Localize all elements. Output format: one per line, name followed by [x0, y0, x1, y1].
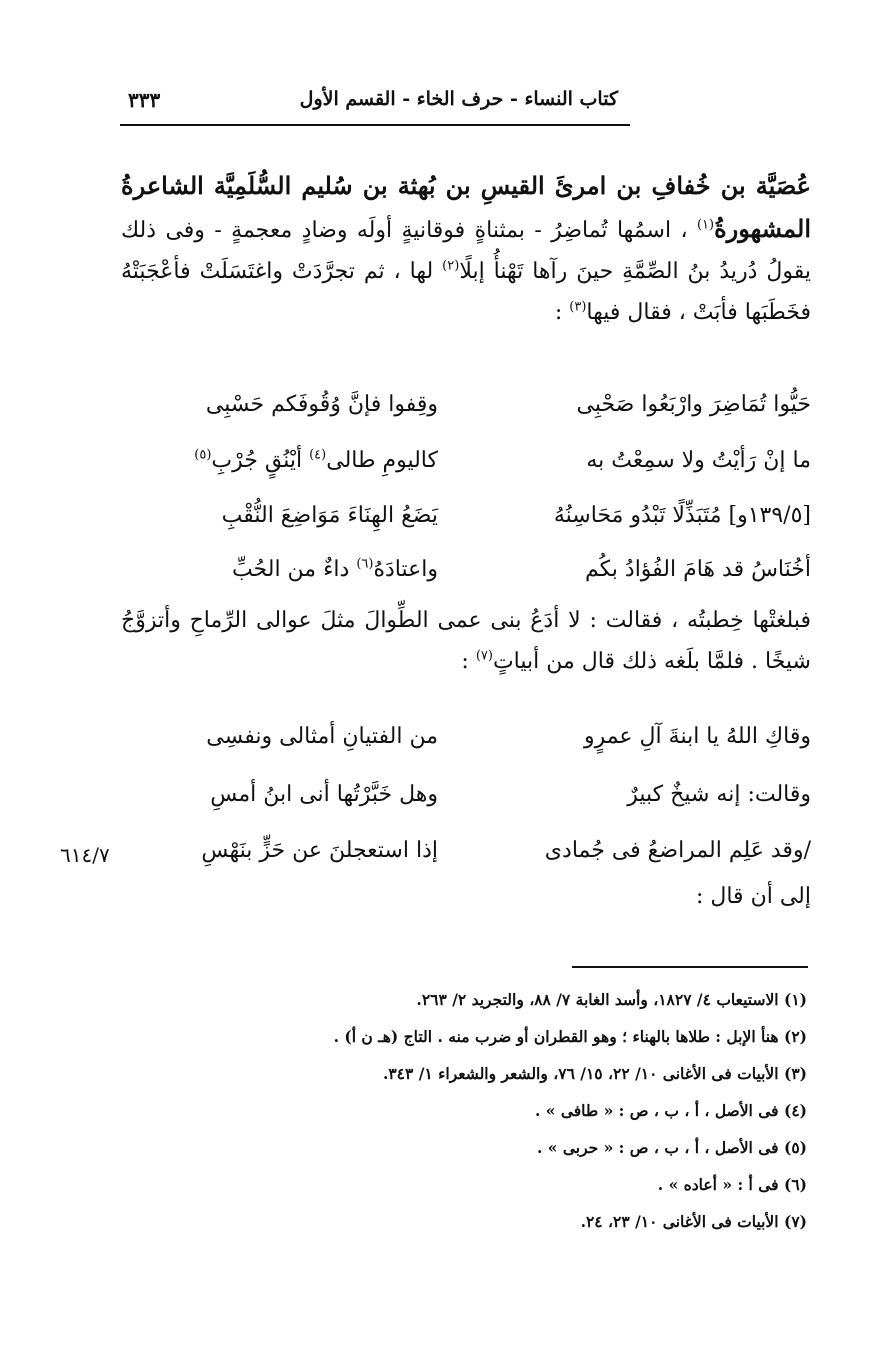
poem1-verse2-left: [194, 448, 438, 473]
footnote-ref-4: (٤): [309, 447, 327, 463]
poem1-verse4-left: [232, 557, 438, 582]
footnote-ref-2: (٢): [442, 258, 460, 274]
footnote-ref-1: (١): [696, 217, 715, 233]
poem2-verse2-right: وقالت: إنه شيخٌ كبيرٌ: [627, 782, 811, 807]
entry-text-3: :: [554, 300, 563, 325]
narrative-text-1: فبلغتْها خِطبتُه ، فقالت : لا أدَعُ بنى عمى الطِّوالَ مثلَ عوالى الرِّماحِ وأتزوَّجُ شيخًا . فلمَّا بلَغه ذلك قال من أبياتٍ: [121, 608, 811, 674]
footnote-3: (٣) الأبيات فى الأغانى ١٠/ ٢٢، ١٥/ ٧٦، والشعر والشعراء ١/ ٣٤٣.: [382, 1064, 807, 1083]
poem2-verse1-right: وقاكِ اللهُ يا ابنةَ آلِ عمرٍو: [583, 724, 811, 749]
footnote-5: (٥) فى الأصل ، أ ، ب ، ص : « حربى » .: [536, 1138, 807, 1157]
poem2-verse2-left: وهل خَبَّرْتُها أنى ابنُ أمسِ: [210, 782, 438, 807]
footnote-ref-5: (٥): [194, 447, 212, 463]
footnote-ref-3: (٣): [569, 299, 587, 315]
entry-name: عُصَيَّة بن خُفافِ بن امرئَ القيسِ بن بُهثة بن سُليم السُّلَمِيَّة الشاعرةُ المشهورةُ: [121, 171, 811, 243]
footnote-ref-7: (٧): [475, 648, 493, 664]
poem1-verse3-right: [١٣٩/٥و] مُتَبَذِّلًا تَبْدُو مَحَاسِنُهُ: [553, 503, 811, 528]
footnote-ref-6: (٦): [356, 556, 374, 572]
poem1-verse4-left-text: واعتادَهُ: [373, 557, 438, 582]
footnote-4: (٤) فى الأصل ، أ ، ب ، ص : « طافى » .: [534, 1101, 807, 1120]
header-divider: [120, 124, 630, 126]
poem1-verse3-left: يَضَعُ الهِنَاءَ مَوَاضِعَ النُّقْبِ: [221, 503, 438, 528]
closing-line: إلى أن قال :: [695, 884, 811, 909]
narrative-paragraph: [121, 600, 811, 682]
poem2-verse3-right: /وقد عَلِم المراضعُ فى جُمادى: [544, 838, 811, 863]
entry-text-1: ، اسمُها تُماضِرُ - بمثناةٍ فوقانيةٍ أولَه وضادٍ معجمةٍ - وفى ذلك يقولُ دُريدُ بنُ الصِّمَّةِ حينَ رآها تَهْنأُ إبلًا: [121, 218, 811, 284]
poem1-verse2-left-text: كاليومِ طالى: [326, 448, 438, 473]
entry-paragraph: [121, 165, 811, 333]
margin-reference: ٦١٤/٧: [60, 843, 110, 867]
poem1-verse4-right: أخُنَاسُ قد هَامَ الفُؤادُ بكُم: [584, 557, 811, 582]
poem1-verse1-right: حَيُّوا تُمَاضِرَ وارْبَعُوا صَحْبِى: [576, 392, 811, 417]
poem1-verse1-left: وقِفوا فإنَّ وُقُوفَكم حَسْبِى: [205, 392, 438, 417]
poem1-verse2-right: ما إنْ رَأيْتُ ولا سمِعْتُ به: [586, 448, 811, 473]
poem1-verse4-left-tail: داءٌ من الحُبِّ: [231, 557, 350, 582]
footnote-1: (١) الاستيعاب ٤/ ١٨٢٧، وأسد الغابة ٧/ ٨٨، والتجريد ٢/ ٢٦٣.: [416, 990, 807, 1009]
footnote-7: (٧) الأبيات فى الأغانى ١٠/ ٢٣، ٢٤.: [580, 1212, 807, 1231]
running-title: كتاب النساء - حرف الخاء - القسم الأول: [299, 88, 618, 110]
entry-text-2: لها ، ثم تجرَّدَتْ واغتَسَلَتْ فأعْجَبَتْهُ فخَطَبَها فأبَتْ ، فقال فيها: [121, 259, 811, 325]
footnote-2: (٢) هنأ الإبل : طلاها بالهناء ؛ وهو القطران أو ضرب منه . التاج (هـ ن أ) .: [333, 1027, 807, 1046]
poem1-verse2-left-tail: أيْنُقٍ جُرْبِ: [211, 448, 303, 473]
page-number: ٣٣٣: [128, 88, 161, 112]
poem2-verse3-left: إذا استعجلنَ عن حَزٍّ بنَهْسِ: [201, 838, 438, 863]
footnote-6: (٦) فى أ : « أعاده » .: [657, 1175, 807, 1194]
narrative-text-2: :: [461, 649, 469, 674]
footnote-divider: [572, 966, 808, 968]
running-header: [128, 88, 618, 122]
poem2-verse1-left: من الفتيانِ أمثالى ونفسِى: [206, 724, 438, 749]
